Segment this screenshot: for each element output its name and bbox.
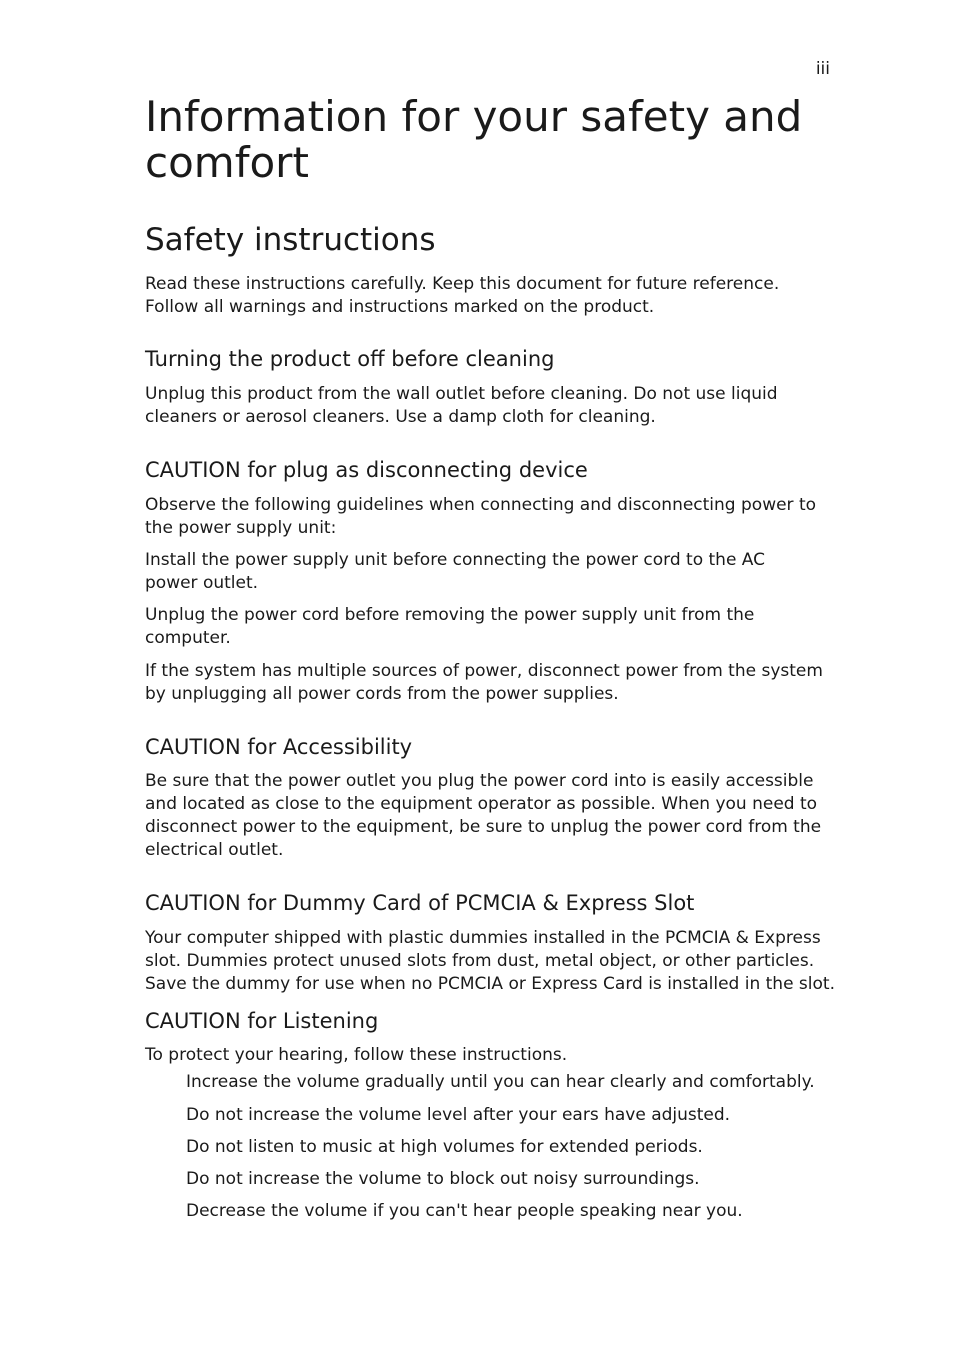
list-item: Do not increase the volume to block out noisy surroundings. [186, 1169, 700, 1189]
text-line: power outlet. [145, 573, 259, 593]
page-title [145, 94, 835, 186]
text-line: Read these instructions carefully. Keep this document for future reference. [145, 274, 780, 294]
list-item: Do not listen to music at high volumes for extended periods. [186, 1137, 703, 1157]
list-item: Decrease the volume if you can't hear people speaking near you. [186, 1201, 743, 1221]
plug-paragraph-1 [145, 494, 845, 540]
text-line: If the system has multiple sources of power, disconnect power from the system [145, 661, 823, 681]
text-line: Unplug the power cord before removing the power supply unit from the [145, 605, 755, 625]
cleaning-paragraph [145, 383, 845, 429]
text-line: Unplug this product from the wall outlet before cleaning. Do not use liquid [145, 384, 778, 404]
text-line: the power supply unit: [145, 518, 337, 538]
dummy-card-heading: CAUTION for Dummy Card of PCMCIA & Express Slot [145, 891, 695, 915]
page-number: iii [815, 59, 830, 79]
dummy-card-paragraph [145, 927, 845, 996]
text-line: Follow all warnings and instructions marked on the product. [145, 297, 655, 317]
accessibility-heading: CAUTION for Accessibility [145, 735, 413, 759]
page-title-line: comfort [145, 138, 309, 187]
section-title: Safety instructions [145, 222, 436, 258]
text-line: Your computer shipped with plastic dummies installed in the PCMCIA & Express [145, 928, 821, 948]
plug-paragraph-4 [145, 660, 845, 706]
text-line: and located as close to the equipment operator as possible. When you need to [145, 794, 818, 814]
text-line: Observe the following guidelines when connecting and disconnecting power to [145, 495, 817, 515]
plug-heading: CAUTION for plug as disconnecting device [145, 458, 588, 482]
text-line: computer. [145, 628, 231, 648]
accessibility-paragraph [145, 770, 845, 862]
page-title-line: Information for your safety and [145, 92, 803, 141]
text-line: Be sure that the power outlet you plug the power cord into is easily accessible [145, 771, 814, 791]
plug-paragraph-2 [145, 549, 845, 595]
list-item: Do not increase the volume level after your ears have adjusted. [186, 1105, 731, 1125]
cleaning-heading: Turning the product off before cleaning [145, 347, 555, 371]
list-item: Increase the volume gradually until you can hear clearly and comfortably. [186, 1072, 815, 1092]
intro-paragraph [145, 273, 845, 319]
text-line: by unplugging all power cords from the power supplies. [145, 684, 619, 704]
text-line: cleaners or aerosol cleaners. Use a damp cloth for cleaning. [145, 407, 656, 427]
text-line: Install the power supply unit before connecting the power cord to the AC [145, 550, 766, 570]
listening-intro: To protect your hearing, follow these instructions. [145, 1045, 568, 1065]
text-line: slot. Dummies protect unused slots from dust, metal object, or other particles. [145, 951, 815, 971]
text-line: electrical outlet. [145, 840, 284, 860]
text-line: disconnect power to the equipment, be sure to unplug the power cord from the [145, 817, 822, 837]
listening-heading: CAUTION for Listening [145, 1009, 379, 1033]
plug-paragraph-3 [145, 604, 845, 650]
text-line: Save the dummy for use when no PCMCIA or Express Card is installed in the slot. [145, 974, 835, 994]
